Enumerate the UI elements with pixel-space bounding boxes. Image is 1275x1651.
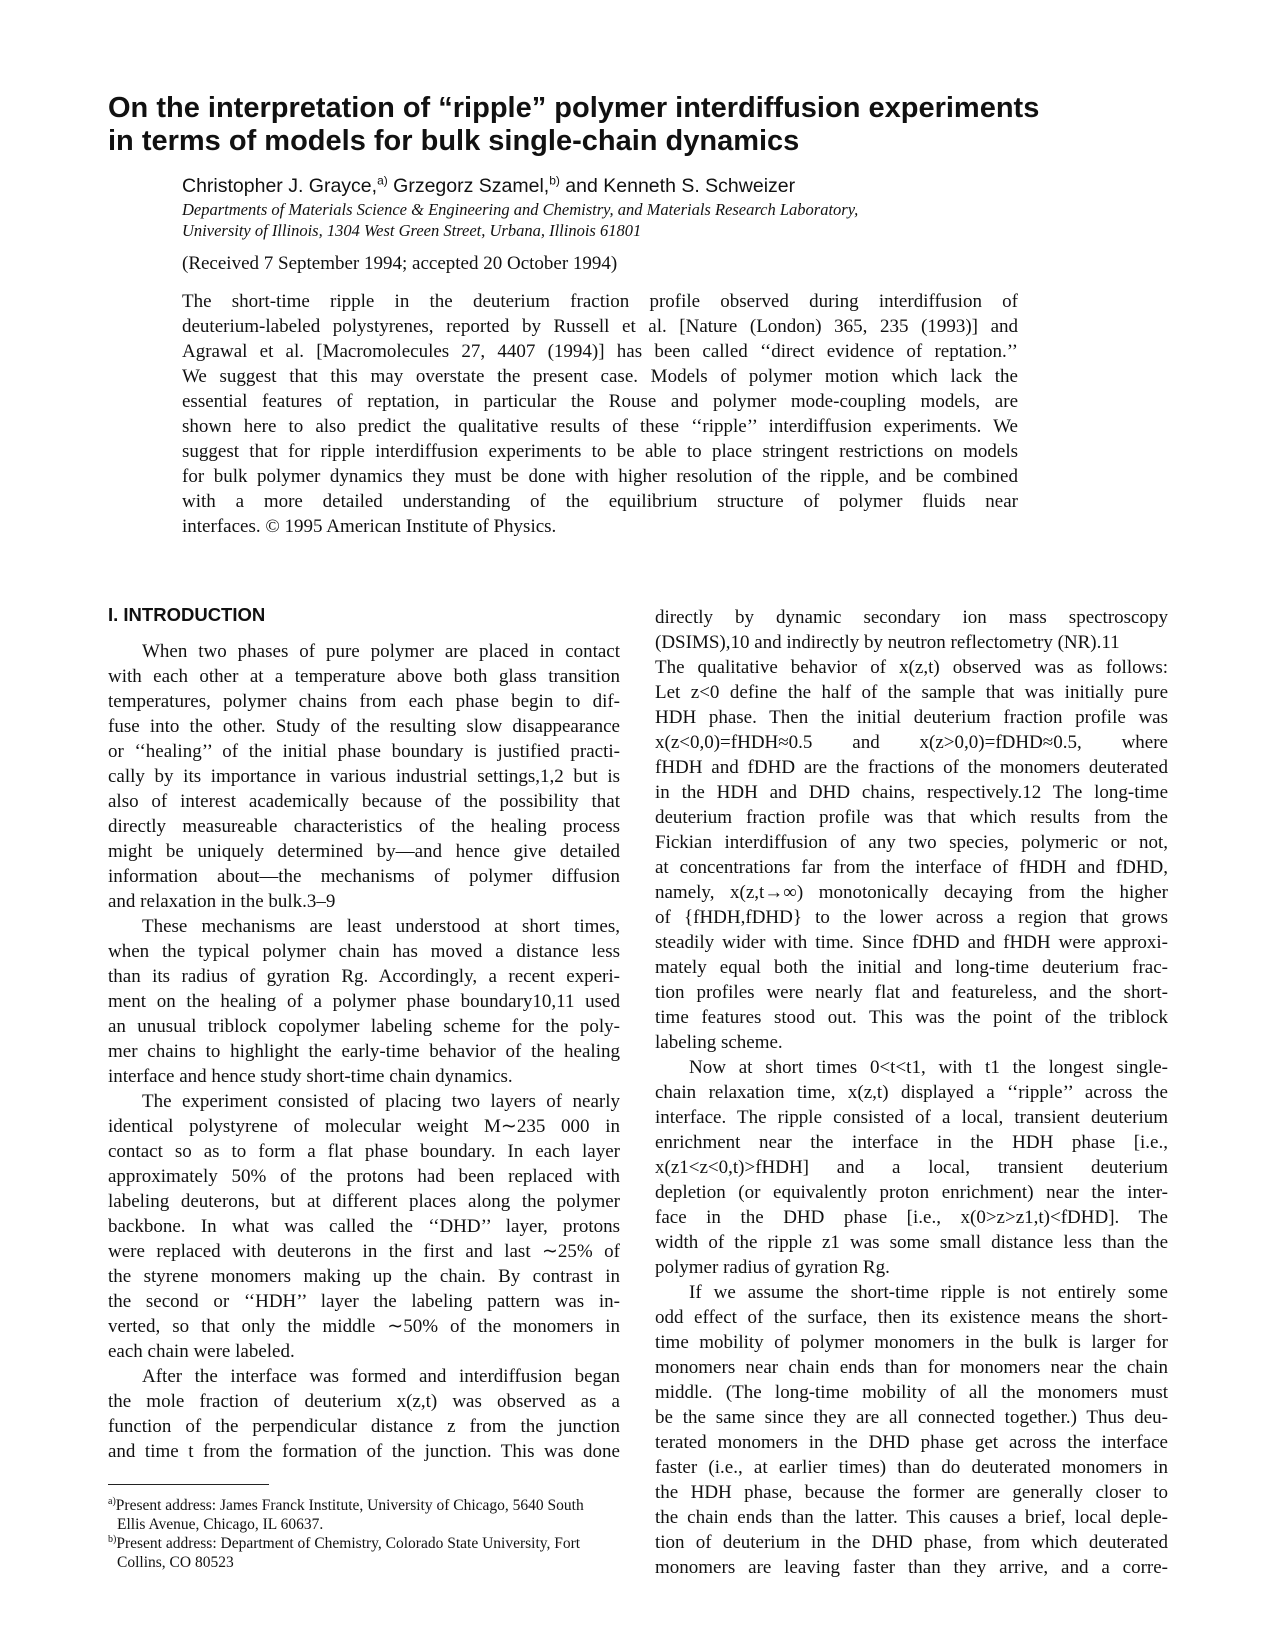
body-line: faster (i.e., at earlier times) than do deuterated monomers in (655, 1457, 1168, 1478)
body-line: the mole fraction of deuterium x(z,t) was observed as a (108, 1391, 620, 1412)
body-line: width of the ripple z1 was some small distance less than the (655, 1232, 1168, 1253)
body-line: also of interest academically because of the possibility that (108, 791, 620, 812)
body-line: mer chains to highlight the early-time behavior of the healing (108, 1041, 620, 1062)
abstract-line: suggest that for ripple interdiffusion experiments to be able to place stringent restrictions on models (182, 441, 1018, 462)
footnote-text: Present address: James Franck Institute, University of Chicago, 5640 South (115, 1497, 584, 1514)
body-line: than its radius of gyration Rg. Accordingly, a recent experi- (108, 966, 620, 987)
body-line: If we assume the short-time ripple is not entirely some (689, 1282, 1168, 1303)
abstract-line: for bulk polymer dynamics they must be done with higher resolution of the ripple, and be combined (182, 466, 1018, 487)
body-line: when the typical polymer chain has moved a distance less (108, 941, 620, 962)
abstract-line: essential features of reptation, in particular the Rouse and polymer mode-coupling models, are (182, 391, 1018, 412)
body-line: terated monomers in the DHD phase get across the interface (655, 1432, 1168, 1453)
received-dates: (Received 7 September 1994; accepted 20 October 1994) (182, 253, 618, 274)
body-line: or ‘‘healing’’ of the initial phase boundary is justified practi- (108, 741, 620, 762)
body-line: cally by its importance in various industrial settings,1,2 but is (108, 766, 620, 787)
body-line: of {fHDH,fDHD} to the lower across a region that grows (655, 907, 1168, 928)
body-line: time mobility of polymer monomers in the bulk is larger for (655, 1332, 1168, 1353)
footnote-mark: a) (108, 1495, 116, 1507)
body-line: be the same since they are all connected together.) Thus deu- (655, 1407, 1168, 1428)
body-line: ment on the healing of a polymer phase boundary10,11 used (108, 991, 620, 1012)
body-line: contact so as to form a flat phase boundary. In each layer (108, 1141, 620, 1162)
body-line: depletion (or equivalently proton enrichment) near the inter- (655, 1182, 1168, 1203)
body-line: fHDH and fDHD are the fractions of the monomers deuterated (655, 757, 1168, 778)
body-line: middle. (The long-time mobility of all the monomers must (655, 1382, 1168, 1403)
body-line: might be uniquely determined by—and hence give detailed (108, 841, 620, 862)
abstract-line: We suggest that this may overstate the present case. Models of polymer motion which lack the (182, 366, 1018, 387)
affiliation-line: Departments of Materials Science & Engineering and Chemistry, and Materials Research Laboratory, (182, 200, 859, 219)
abstract-line: shown here to also predict the qualitative results of these ‘‘ripple’’ interdiffusion experiments. We (182, 416, 1018, 437)
footnote-b (108, 1534, 623, 1553)
body-line: tion profiles were nearly flat and featureless, and the short- (655, 982, 1168, 1003)
body-line: the second or ‘‘HDH’’ layer the labeling pattern was in- (108, 1291, 620, 1312)
author-list (182, 174, 1082, 198)
abstract-line: deuterium-labeled polystyrenes, reported by Russell et al. [Nature (London) 365, 235 (1993)] and (182, 316, 1018, 337)
body-line: deuterium fraction profile was that which results from the (655, 807, 1168, 828)
abstract-line: The short-time ripple in the deuterium fraction profile observed during interdiffusion of (182, 291, 1018, 312)
body-line: approximately 50% of the protons had been replaced with (108, 1166, 620, 1187)
author-name: and Kenneth S. Schweizer (559, 175, 796, 197)
left-column (108, 639, 620, 1464)
body-line: time features stood out. This was the point of the triblock (655, 1007, 1168, 1028)
body-line: x(z1<z<0,t)>fHDH] and a local, transient deuterium (655, 1157, 1168, 1178)
affiliation (182, 199, 1082, 241)
body-line: The experiment consisted of placing two layers of nearly (142, 1091, 620, 1112)
body-line: odd effect of the surface, then its existence means the short- (655, 1307, 1168, 1328)
section-heading: I. INTRODUCTION (108, 604, 266, 625)
body-line: verted, so that only the middle ∼50% of the monomers in (108, 1316, 620, 1337)
footnote-mark: a) (377, 173, 388, 188)
body-line: (DSIMS),10 and indirectly by neutron reflectometry (NR).11 (655, 632, 1120, 653)
body-line: in the HDH and DHD chains, respectively.12 The long-time (655, 782, 1168, 803)
footnote-divider (108, 1484, 269, 1485)
body-line: an unusual triblock copolymer labeling scheme for the poly- (108, 1016, 620, 1037)
body-line: directly measureable characteristics of the healing process (108, 816, 620, 837)
footnote-text: Ellis Avenue, Chicago, IL 60637. (117, 1516, 324, 1533)
body-line: and relaxation in the bulk.3–9 (108, 891, 336, 912)
footnote-a (108, 1496, 623, 1515)
body-line: tion of deuterium in the DHD phase, from which deuterated (655, 1532, 1168, 1553)
body-line: the HDH phase, because the former are generally closer to (655, 1482, 1168, 1503)
title-line: in terms of models for bulk single-chain dynamics (108, 125, 800, 157)
body-line: Let z<0 define the half of the sample that was initially pure (655, 682, 1168, 703)
title-line: On the interpretation of “ripple” polymer interdiffusion experiments (108, 92, 1040, 124)
body-line: the chain ends than the latter. This causes a brief, local deple- (655, 1507, 1168, 1528)
body-line: and time t from the formation of the junction. This was done (108, 1441, 620, 1462)
body-line: The qualitative behavior of x(z,t) observed was as follows: (655, 657, 1168, 678)
body-line: mately equal both the initial and long-time deuterium frac- (655, 957, 1168, 978)
body-line: labeling scheme. (655, 1032, 783, 1053)
body-line: the styrene monomers making up the chain. By contrast in (108, 1266, 620, 1287)
footnotes (108, 1496, 623, 1572)
body-line: chain relaxation time, x(z,t) displayed a ‘‘ripple’’ across the (655, 1082, 1168, 1103)
abstract-line: Agrawal et al. [Macromolecules 27, 4407 (1994)] has been called ‘‘direct evidence of reptation.’’ (182, 341, 1018, 362)
body-line: information about—the mechanisms of polymer diffusion (108, 866, 620, 887)
body-line: interface. The ripple consisted of a local, transient deuterium (655, 1107, 1168, 1128)
body-line: monomers are leaving faster than they arrive, and a corre- (655, 1557, 1168, 1578)
body-line: Now at short times 0<t<t1, with t1 the longest single- (689, 1057, 1168, 1078)
footnote-text: Collins, CO 80523 (117, 1554, 234, 1571)
body-line: at concentrations far from the interface of fHDH and fDHD, (655, 857, 1168, 878)
body-line: When two phases of pure polymer are placed in contact (142, 641, 620, 662)
body-line: backbone. In what was called the ‘‘DHD’’ layer, protons (108, 1216, 620, 1237)
body-line: HDH phase. Then the initial deuterium fraction profile was (655, 707, 1168, 728)
body-line: steadily wider with time. Since fDHD and fHDH were approxi- (655, 932, 1168, 953)
abstract-line: interfaces. © 1995 American Institute of Physics. (182, 516, 557, 537)
body-line: identical polystyrene of molecular weight M∼235 000 in (108, 1116, 620, 1137)
body-line: x(z<0,0)=fHDH≈0.5 and x(z>0,0)=fDHD≈0.5, where (655, 732, 1168, 753)
body-line: were replaced with deuterons in the first and last ∼25% of (108, 1241, 620, 1262)
author-name: Christopher J. Grayce, (182, 175, 378, 197)
body-line: face in the DHD phase [i.e., x(0>z>z1,t)<fDHD]. The (655, 1207, 1168, 1228)
body-line: polymer radius of gyration Rg. (655, 1257, 890, 1278)
abstract-line: with a more detailed understanding of the equilibrium structure of polymer fluids near (182, 491, 1018, 512)
footnote-text: Present address: Department of Chemistry, Colorado State University, Fort (116, 1535, 581, 1552)
body-line: temperatures, polymer chains from each phase begin to dif- (108, 691, 620, 712)
body-line: namely, x(z,t→∞) monotonically decaying from the higher (655, 882, 1168, 903)
body-line: with each other at a temperature above both glass transition (108, 666, 620, 687)
right-column (655, 605, 1168, 1580)
body-line: each chain were labeled. (108, 1341, 295, 1362)
body-line: labeling deuterons, but at different places along the polymer (108, 1191, 620, 1212)
body-line: function of the perpendicular distance z from the junction (108, 1416, 620, 1437)
body-line: interface and hence study short-time chain dynamics. (108, 1066, 513, 1087)
footnote-mark: b) (549, 173, 560, 188)
affiliation-line: University of Illinois, 1304 West Green Street, Urbana, Illinois 61801 (182, 221, 642, 240)
abstract (182, 289, 1018, 539)
author-name: Grzegorz Szamel, (387, 175, 550, 197)
paper-title (108, 92, 1108, 158)
body-line: enrichment near the interface in the HDH phase [i.e., (655, 1132, 1168, 1153)
body-line: directly by dynamic secondary ion mass spectroscopy (655, 607, 1168, 628)
body-line: After the interface was formed and interdiffusion began (142, 1366, 620, 1387)
body-line: Fickian interdiffusion of any two species, polymeric or not, (655, 832, 1168, 853)
body-line: fuse into the other. Study of the resulting slow disappearance (108, 716, 620, 737)
body-line: monomers near chain ends than for monomers near the chain (655, 1357, 1168, 1378)
body-line: These mechanisms are least understood at short times, (142, 916, 620, 937)
footnote-mark: b) (108, 1533, 117, 1545)
